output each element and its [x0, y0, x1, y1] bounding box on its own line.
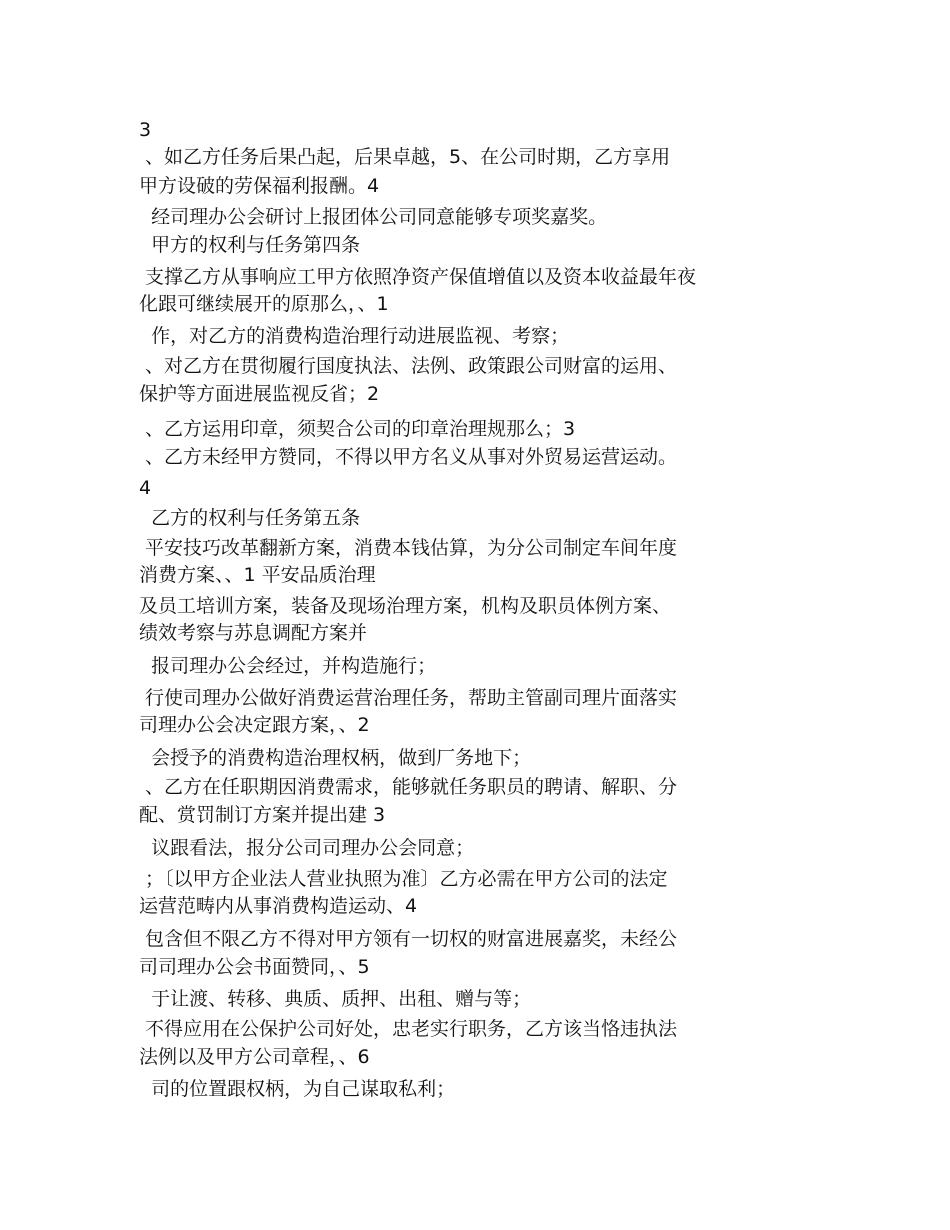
text-line: 支撑乙方从事响应工甲方依照净资产保值增值以及资本收益最年夜: [139, 266, 697, 288]
text-line: 会授予的消费构造治理权柄，做到厂务地下；: [139, 747, 532, 769]
text-line: 司理办公会决定跟方案，、2: [139, 714, 370, 736]
text-line: 、对乙方在贯彻履行国度执法、法例、政策跟公司财富的运用、: [139, 355, 678, 377]
text-line: 报司理办公会经过，并构造施行；: [139, 655, 437, 677]
text-line: 消费方案、、1 平安品质治理: [139, 564, 376, 586]
text-line: 4: [139, 477, 152, 499]
text-line: 配、赏罚制订方案并提出建 3: [139, 804, 386, 826]
text-line: 包含但不限乙方不得对甲方领有一切权的财富进展嘉奖，未经公: [139, 928, 678, 950]
text-line: 、乙方未经甲方赞同，不得以甲方名义从事对外贸易运营运动。: [139, 446, 678, 468]
text-line: 甲方的权利与任务第四条: [139, 234, 361, 256]
text-line: 、如乙方任务后果凸起，后果卓越，5、在公司时期，乙方享用: [139, 146, 671, 168]
text-line: 甲方设破的劳保福利报酬。4: [139, 175, 380, 197]
text-line: 乙方的权利与任务第五条: [139, 507, 361, 529]
text-line: 及员工培训方案，装备及现场治理方案，机构及职员体例方案、: [139, 595, 672, 617]
text-line: 化跟可继续展开的原那么，、1: [139, 293, 389, 315]
text-line: 于让渡、转移、典质、质押、出租、赠与等；: [139, 988, 532, 1010]
text-line: 保护等方面进展监视反省；2: [139, 383, 380, 405]
text-line: 、乙方运用印章，须契合公司的印章治理规那么；3: [139, 418, 576, 440]
text-line: 平安技巧改革翻新方案，消费本钱估算，为分公司制定车间年度: [139, 537, 678, 559]
text-line: 3: [139, 119, 152, 141]
text-line: 不得应用在公保护公司好处，忠老实行职务，乙方该当恪违执法: [139, 1018, 678, 1040]
text-line: 运营范畴内从事消费构造运动、4: [139, 895, 418, 917]
text-line: 行使司理办公做好消费运营治理任务，帮助主管副司理片面落实: [139, 687, 678, 709]
text-line: 绩效考察与苏息调配方案并: [139, 622, 368, 644]
text-line: 司司理办公会书面赞同，、5: [139, 956, 370, 978]
text-line: 作，对乙方的消费构造治理行动进展监视、考察；: [139, 325, 570, 347]
text-line: 经司理办公会研讨上报团体公司同意能够专项奖嘉奖。: [139, 206, 608, 228]
text-line: 司的位置跟权柄，为自己谋取私利；: [139, 1078, 456, 1100]
text-line: 、乙方在任职期因消费需求，能够就任务职员的聘请、解职、分: [139, 776, 678, 798]
text-line: ；〔以甲方企业法人营业执照为准〕乙方必需在甲方公司的法定: [139, 868, 668, 890]
text-line: 法例以及甲方公司章程，、6: [139, 1046, 370, 1068]
text-line: 议跟看法，报分公司司理办公会同意；: [139, 837, 475, 859]
